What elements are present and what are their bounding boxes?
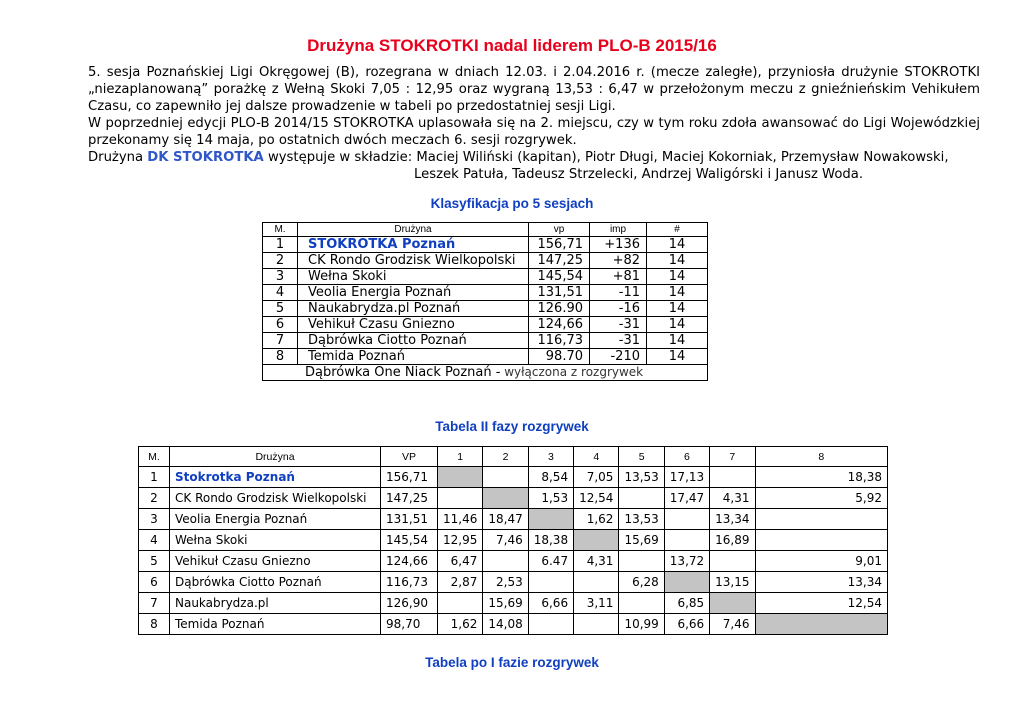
cell-place: 5: [263, 301, 298, 317]
cell-score-vs-8: 12,54: [755, 593, 887, 614]
cell-imp: -16: [590, 301, 647, 317]
heading-phase2: Tabela II fazy rozgrywek: [435, 419, 589, 434]
cell-score-vs-2: 15,69: [483, 593, 528, 614]
col-header-7: 7: [710, 447, 755, 467]
table-row: [263, 253, 708, 269]
cell-score-vs-6: 13,72: [664, 551, 709, 572]
table-row-excluded: [263, 365, 708, 381]
excluded-note: wyłączona z rozgrywek: [500, 365, 644, 379]
cell-score-vs-8: 13,34: [755, 572, 887, 593]
cell-score-vs-2: 14,08: [483, 614, 528, 635]
cell-imp: -31: [590, 317, 647, 333]
cell-place: 5: [139, 551, 170, 572]
cell-vp: 131,51: [381, 509, 438, 530]
col-header-place: M.: [263, 223, 298, 237]
cell-score-vs-5: [619, 488, 664, 509]
cell-place: 3: [139, 509, 170, 530]
cell-score-vs-4: 4,31: [574, 551, 619, 572]
cell-place: 2: [139, 488, 170, 509]
paragraph-3-prefix: Drużyna: [88, 150, 148, 165]
cell-vp: 131,51: [529, 285, 590, 301]
table-row: [263, 317, 708, 333]
cell-team: Veolia Energia Poznań: [298, 285, 529, 301]
cell-team: Dąbrówka Ciotto Poznań: [170, 572, 381, 593]
col-header-3: 3: [528, 447, 573, 467]
cell-place: 6: [139, 572, 170, 593]
cell-self-match: [755, 614, 887, 635]
cell-score-vs-5: [619, 593, 664, 614]
cell-matches: 14: [647, 349, 708, 365]
cell-vp: 145,54: [529, 269, 590, 285]
paragraph-3-suffix: występuje w składzie: Maciej Wiliński (kapitan), Piotr Długi, Maciej Kokorniak, Przemysław Nowakowski,: [263, 150, 949, 165]
team-name-highlight: DK STOKROTKA: [147, 150, 264, 165]
cell-vp: 124,66: [529, 317, 590, 333]
cell-matches: 14: [647, 317, 708, 333]
cell-vp: 98.70: [529, 349, 590, 365]
cell-imp: +136: [590, 237, 647, 253]
cell-team: Veolia Energia Poznań: [170, 509, 381, 530]
cell-score-vs-5: 6,28: [619, 572, 664, 593]
cell-team: Temida Poznań: [170, 614, 381, 635]
cell-score-vs-4: 12,54: [574, 488, 619, 509]
col-header-team: Drużyna: [170, 447, 381, 467]
cell-score-vs-6: 6,85: [664, 593, 709, 614]
cell-score-vs-2: [483, 551, 528, 572]
table-row: [263, 269, 708, 285]
cell-vp: 147,25: [381, 488, 438, 509]
cell-score-vs-5: 13,53: [619, 509, 664, 530]
cell-team: Wełna Skoki: [298, 269, 529, 285]
cell-vp: 156,71: [529, 237, 590, 253]
cell-score-vs-3: [528, 572, 573, 593]
cell-place: 3: [263, 269, 298, 285]
cell-place: 1: [263, 237, 298, 253]
col-header-matches: #: [647, 223, 708, 237]
cell-matches: 14: [647, 301, 708, 317]
cell-place: 8: [263, 349, 298, 365]
cell-score-vs-2: 2,53: [483, 572, 528, 593]
cell-score-vs-8: 5,92: [755, 488, 887, 509]
classification-table: [262, 222, 708, 381]
col-header-team: Drużyna: [298, 223, 529, 237]
cell-self-match: [483, 488, 528, 509]
cell-score-vs-5: 10,99: [619, 614, 664, 635]
cell-team: Vehikuł Czasu Gniezno: [298, 317, 529, 333]
cell-vp: 126,90: [381, 593, 438, 614]
cell-team: CK Rondo Grodzisk Wielkopolski: [170, 488, 381, 509]
col-header-5: 5: [619, 447, 664, 467]
cell-score-vs-1: 11,46: [438, 509, 483, 530]
paragraph-2: W poprzedniej edycji PLO-B 2014/15 STOKROTKA uplasowała się na 2. miejscu, czy w tym roku zdoła awansować do Ligi Wojewódzkiej przekonamy się 14 maja, po ostatnich dwóch meczach 6. sesji rozgrywek.: [88, 116, 980, 148]
cell-vp: 147,25: [529, 253, 590, 269]
cell-place: 6: [263, 317, 298, 333]
cell-self-match: [574, 530, 619, 551]
cell-imp: -11: [590, 285, 647, 301]
table-header-row: [139, 447, 888, 467]
table-row: [139, 593, 888, 614]
cell-imp: +82: [590, 253, 647, 269]
cell-matches: 14: [647, 285, 708, 301]
cell-score-vs-3: 6.47: [528, 551, 573, 572]
cell-matches: 14: [647, 253, 708, 269]
cell-score-vs-4: [574, 614, 619, 635]
cell-team: Stokrotka Poznań: [170, 467, 381, 488]
cell-score-vs-7: 17,13: [664, 467, 709, 488]
cell-team: Naukabrydza.pl: [170, 593, 381, 614]
cell-score-vs-6: 13,53: [619, 467, 664, 488]
cell-score-vs-4: [574, 572, 619, 593]
cell-score-vs-4: 3,11: [574, 593, 619, 614]
cell-score-vs-9: 18,38: [755, 467, 887, 488]
table-row: [263, 333, 708, 349]
cell-place: 7: [139, 593, 170, 614]
cell-vp: 98,70: [381, 614, 438, 635]
cell-team: Temida Poznań: [298, 349, 529, 365]
cell-place: 4: [263, 285, 298, 301]
col-header-imp: imp: [590, 223, 647, 237]
cell-place: 7: [263, 333, 298, 349]
table-row: [139, 509, 888, 530]
table-row: [139, 467, 888, 488]
cell-score-vs-7: [710, 551, 755, 572]
cell-score-vs-2: 7,46: [483, 530, 528, 551]
cell-score-vs-7: 4,31: [710, 488, 755, 509]
table-row: [139, 614, 888, 635]
cell-score-vs-5: 15,69: [619, 530, 664, 551]
table-row: [263, 349, 708, 365]
table-row: [263, 237, 708, 253]
cell-vp: 116,73: [529, 333, 590, 349]
paragraph-3: [88, 149, 980, 166]
col-header-6: 6: [664, 447, 709, 467]
cell-score-vs-1: 1,62: [438, 614, 483, 635]
heading-classification: Klasyfikacja po 5 sesjach: [430, 196, 594, 211]
col-header-place: M.: [139, 447, 170, 467]
cell-place: 2: [263, 253, 298, 269]
cell-score-vs-8: 9,01: [755, 551, 887, 572]
cell-score-vs-1: 6,47: [438, 551, 483, 572]
cell-team: STOKROTKA Poznań: [298, 237, 529, 253]
cell-matches: 14: [647, 333, 708, 349]
cell-place: 1: [139, 467, 170, 488]
cell-imp: +81: [590, 269, 647, 285]
cell-score-vs-6: [664, 530, 709, 551]
cell-team: Vehikuł Czasu Gniezno: [170, 551, 381, 572]
table-row: [263, 285, 708, 301]
cell-score-vs-6: 6,66: [664, 614, 709, 635]
cell-score-vs-3: [483, 467, 528, 488]
cell-place: 4: [139, 530, 170, 551]
cell-score-vs-4: 1,62: [574, 509, 619, 530]
cell-imp: -210: [590, 349, 647, 365]
cell-score-vs-8: [710, 467, 755, 488]
cell-team: Dąbrówka Ciotto Poznań: [298, 333, 529, 349]
table-header-row: [263, 223, 708, 237]
cell-matches: 14: [647, 269, 708, 285]
cell-score-vs-7: 16,89: [710, 530, 755, 551]
col-header-vp: VP: [381, 447, 438, 467]
cell-score-vs-4: 8,54: [528, 467, 573, 488]
cell-score-vs-7: 13,34: [710, 509, 755, 530]
cell-vp: 145,54: [381, 530, 438, 551]
col-header-8: 8: [755, 447, 887, 467]
cell-place: 8: [139, 614, 170, 635]
cell-matches: 14: [647, 237, 708, 253]
cell-self-match: [528, 509, 573, 530]
cell-self-match: [710, 593, 755, 614]
cell-self-match: [664, 572, 709, 593]
table-row: [139, 530, 888, 551]
cell-score-vs-5: 7,05: [574, 467, 619, 488]
cell-score-vs-3: 6,66: [528, 593, 573, 614]
excluded-team: [263, 365, 708, 381]
cell-score-vs-7: 7,46: [710, 614, 755, 635]
cell-team: Wełna Skoki: [170, 530, 381, 551]
cell-score-vs-1: [438, 488, 483, 509]
cell-score-vs-6: [664, 509, 709, 530]
cell-team: Naukabrydza.pl Poznań: [298, 301, 529, 317]
cell-vp: 156,71: [381, 467, 438, 488]
cell-score-vs-3: 18,38: [528, 530, 573, 551]
col-header-2: 2: [483, 447, 528, 467]
col-header-vp: vp: [529, 223, 590, 237]
cell-score-vs-8: [755, 530, 887, 551]
cell-score-vs-8: [755, 509, 887, 530]
cell-vp: 116,73: [381, 572, 438, 593]
phase2-table: [138, 446, 888, 635]
article-text: [88, 64, 980, 183]
col-header-4: 4: [574, 447, 619, 467]
cell-team: CK Rondo Grodzisk Wielkopolski: [298, 253, 529, 269]
cell-vp: 124,66: [381, 551, 438, 572]
heading-phase1: Tabela po I fazie rozgrywek: [425, 655, 599, 670]
page-title: Drużyna STOKROTKI nadal liderem PLO-B 2015/16: [307, 36, 717, 55]
cell-score-vs-5: [619, 551, 664, 572]
excluded-team-name: Dąbrówka One Niack Poznań -: [305, 365, 501, 380]
cell-vp: 126.90: [529, 301, 590, 317]
paragraph-3-continuation: Leszek Patuła, Tadeusz Strzelecki, Andrzej Waligórski i Janusz Woda.: [414, 167, 864, 182]
paragraph-1: 5. sesja Poznańskiej Ligi Okręgowej (B), rozegrana w dniach 12.03. i 2.04.2016 r. (mecze zaległe), przyniosła drużynie STOKROTKI „niezaplanowaną” porażkę z Wełną Skoki 7,05 : 12,95 oraz wygraną 13,53 : 6,47 w przełożonym meczu z gnieźnieńskim Vehikułem Czasu, co zapewniło jej dalsze prowadzenie w tabeli po przedostatniej sesji Ligi.: [88, 65, 980, 114]
cell-imp: -31: [590, 333, 647, 349]
cell-self-match: [438, 467, 483, 488]
table-row: [139, 572, 888, 593]
col-header-1: 1: [438, 447, 483, 467]
table-row: [139, 551, 888, 572]
cell-score-vs-1: 12,95: [438, 530, 483, 551]
table-row: [263, 301, 708, 317]
table-row: [139, 488, 888, 509]
cell-score-vs-1: 2,87: [438, 572, 483, 593]
cell-score-vs-6: 17,47: [664, 488, 709, 509]
cell-score-vs-1: [438, 593, 483, 614]
cell-score-vs-3: [528, 614, 573, 635]
cell-score-vs-7: 13,15: [710, 572, 755, 593]
cell-score-vs-2: 18,47: [483, 509, 528, 530]
cell-score-vs-3: 1,53: [528, 488, 573, 509]
